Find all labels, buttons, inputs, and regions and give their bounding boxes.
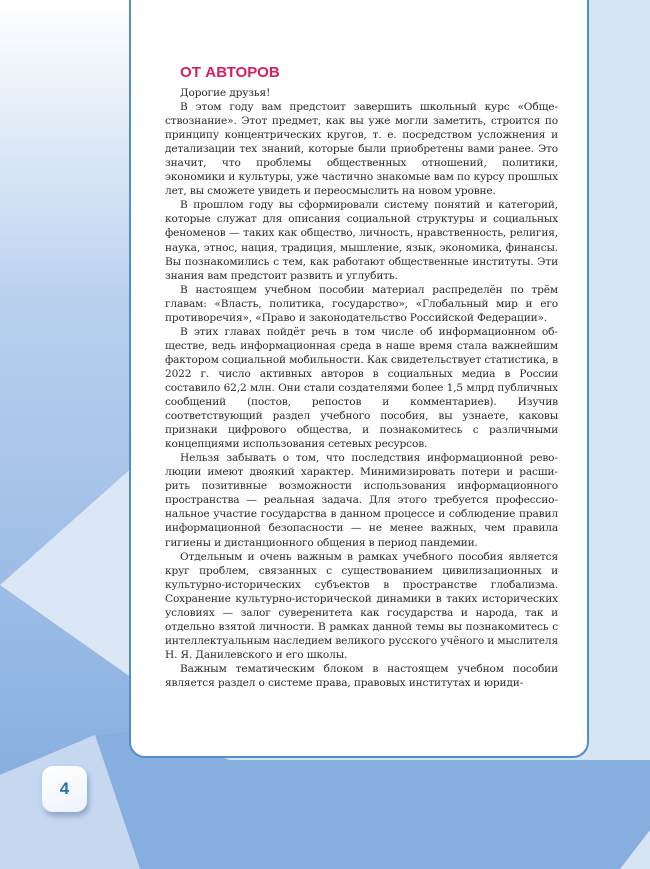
- page-number-badge: 4: [42, 766, 87, 812]
- paragraph: В этих главах пойдёт речь в том числе об информационном обществе, ведь информационная среда в наше время стала важнейшим фактором социальной мобильности. Как свидетельствует статистика, в 2022 г. число активных авторов в социальных медиа в России составило 62,2 млн. Они стали создателями более 1,5 млрд публичных сообщений (постов, репостов и комментариев). Изучив соответствующий раздел учебного пособия, вы узнаете, каковы признаки цифрового общества, и познакомитесь с различными концепциями использования сетевых ресурсов.: [165, 325, 558, 451]
- paragraph: В прошлом году вы сформировали систему понятий и категорий, которые служат для описания социальной структуры и социальных феноменов — таких как общество, личность, нравственность, религия, наука, этнос, нация, традиция, мышление, язык, экономика, финансы. Вы познакомились с тем, как работают общественные институты. Эти знания вам предстоит развить и углубить.: [165, 199, 558, 282]
- paragraph: Нельзя забывать о том, что последствия информационной революции имеют двоякий характер. Минимизировать потери и расширить позитивные возможности использования информационного пространства — реальная задача. Для этого требуется профессиональное участие государства в данном процессе и соблюдение правил информационной безопасности — не менее важных, чем правила гигиены и дистанционного общения в период пандемии.: [165, 452, 558, 549]
- paragraph: В настоящем учебном пособии материал распределён по трём главам: «Власть, политика, государство», «Глобальный мир и его противоречия», «Право и законодательство Российской Федерации».: [165, 283, 558, 324]
- paragraph-greeting: Дорогие друзья!: [180, 87, 271, 99]
- paragraph: Важным тематическим блоком в настоящем учебном пособии является раздел о системе права, правовых институтах и юриди-: [165, 662, 558, 689]
- paragraph: Отдельным и очень важным в рамках учебного пособия является круг проблем, связанных с существованием цивилизационных и культурно-исторических субъектов в пространстве глобализма. Сохранение культурно-исторической динамики в таких исторических условиях — залог суверенитета как государства и народа, так и отдельно взятой личности. В рамках данной темы вы познакомитесь с интеллектуальным наследием великого русского учёного и мыслителя Н. Я. Данилевского и его школы.: [165, 550, 558, 661]
- authors-foreword: [165, 64, 585, 690]
- paragraph: В этом году вам предстоит завершить школьный курс «Обществознание». Этот предмет, как вы уже могли заметить, строится по принципу концентрических кругов, т. е. посредством усложнения и детализации тех знаний, которые были приобретены вами ранее. Это значит, что проблемы общественных отношений, политики, экономики и культуры, уже частично знакомые вам по курсу прошлых лет, вы сможете увидеть и переосмыслить на новом уровне.: [165, 101, 558, 198]
- section-heading: ОТ АВТОРОВ: [180, 64, 280, 81]
